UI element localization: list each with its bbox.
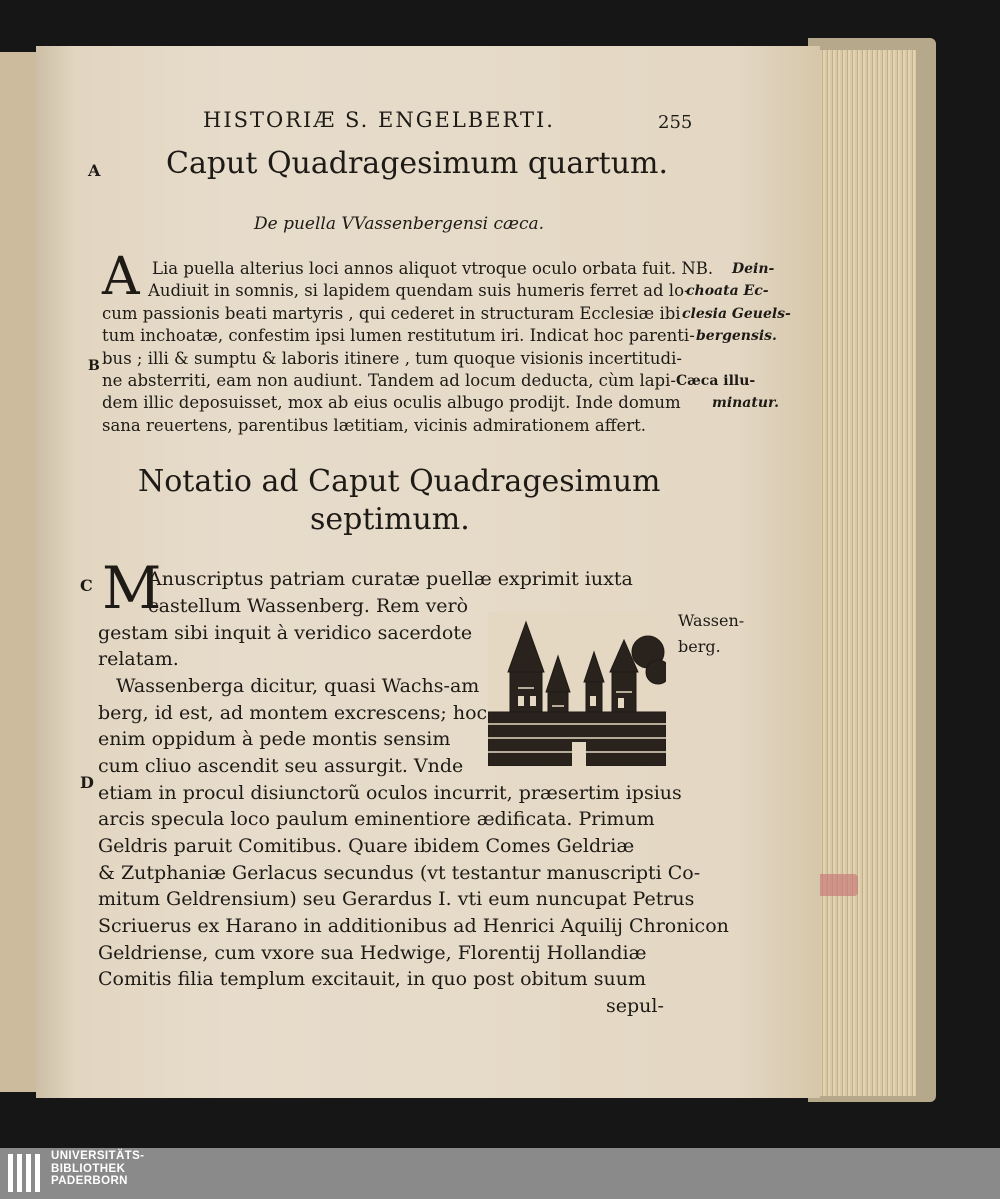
notatio-line: Geldriense, cum vxore sua Hedwige, Florentij Hollandiæ xyxy=(98,942,647,964)
library-name-line1: UNIVERSITÄTS- xyxy=(51,1150,145,1162)
notatio-title-continued: septimum. xyxy=(310,502,470,537)
chapter-line: Audiuit in somnis, si lapidem quendam suis humeris ferret ad lo- xyxy=(148,281,690,300)
book-page xyxy=(36,46,820,1098)
library-name-line2: BIBLIOTHEK xyxy=(51,1162,126,1175)
chapter-line: cum passionis beati martyris , qui cederet in structuram Ecclesiæ ibi xyxy=(102,304,681,323)
side-note: bergensis. xyxy=(696,328,777,344)
notatio-line: berg, id est, ad montem excrescens; hoc xyxy=(98,702,488,724)
side-note: minatur. xyxy=(712,395,779,411)
margin-letter-a: A xyxy=(88,161,101,180)
wassenberg-side-note xyxy=(678,608,744,660)
chapter-subtitle: De puella VVassenbergensi cæca. xyxy=(254,214,545,234)
chapter-title: Caput Quadragesimum quartum. xyxy=(166,146,669,181)
drop-cap-a: A xyxy=(102,247,140,307)
catchword: sepul- xyxy=(606,995,664,1017)
library-footer-bar xyxy=(0,1148,1000,1199)
chapter-line: Lia puella alterius loci annos aliquot vtroque oculo orbata fuit. NB. xyxy=(152,259,714,278)
side-note: clesia Geuels- xyxy=(682,306,791,322)
left-page-edge xyxy=(0,52,38,1092)
notatio-line: Scriuerus ex Harano in additionibus ad Henrici Aquilij Chronicon xyxy=(98,915,729,937)
library-logo-text xyxy=(51,1150,144,1188)
notatio-line: relatam. xyxy=(98,648,179,670)
page-number: 255 xyxy=(658,112,693,133)
side-note-line: Wassen- xyxy=(678,611,745,630)
page-edges xyxy=(820,50,916,1096)
side-note: Dein- xyxy=(732,261,775,277)
red-stain xyxy=(814,874,858,896)
notatio-line: castellum Wassenberg. Rem verò xyxy=(148,595,469,617)
notatio-line: Geldris paruit Comitibus. Quare ibidem Comes Geldriæ xyxy=(98,835,635,857)
chapter-line: dem illic deposuisset, mox ab eius oculis albugo prodijt. Inde domum xyxy=(102,393,681,412)
margin-letter-d: D xyxy=(80,773,94,792)
notatio-line: enim oppidum à pede montis sensim xyxy=(98,728,451,750)
side-note: Cæca illu- xyxy=(676,373,756,389)
chapter-line: tum inchoatæ, confestim ipsi lumen restitutum iri. Indicat hoc parenti- xyxy=(102,326,695,345)
side-note: choata Ec- xyxy=(686,283,769,299)
side-note-line: berg. xyxy=(678,637,721,656)
notatio-line: & Zutphaniæ Gerlacus secundus (vt testantur manuscripti Co- xyxy=(98,862,701,884)
castle-woodcut-illustration xyxy=(488,612,666,766)
running-head: HISTORIÆ S. ENGELBERTI. xyxy=(203,108,555,132)
library-name-line3: PADERBORN xyxy=(51,1175,128,1188)
chapter-line: bus ; illi & sumptu & laboris itinere , tum quoque visionis incertitudi- xyxy=(102,349,682,368)
margin-letter-b: B xyxy=(88,358,100,374)
notatio-line: Comitis filia templum excitauit, in quo post obitum suum xyxy=(98,968,646,990)
margin-letter-c: C xyxy=(80,576,93,595)
notatio-line: cum cliuo ascendit seu assurgit. Vnde xyxy=(98,755,464,777)
library-logo-icon xyxy=(6,1152,46,1194)
notatio-line: mitum Geldrensium) seu Gerardus I. vti eum nuncupat Petrus xyxy=(98,888,695,910)
chapter-line: sana reuertens, parentibus lætitiam, vicinis admirationem affert. xyxy=(102,416,646,435)
notatio-title: Notatio ad Caput Quadragesimum xyxy=(138,464,661,499)
notatio-line: gestam sibi inquit à veridico sacerdote xyxy=(98,622,473,644)
notatio-line: etiam in procul disiunctorũ oculos incurrit, præsertim ipsius xyxy=(98,782,682,804)
notatio-line: arcis specula loco paulum eminentiore ædificata. Primum xyxy=(98,808,655,830)
chapter-line: ne absterriti, eam non audiunt. Tandem ad locum deducta, cùm lapi- xyxy=(102,371,676,390)
notatio-line: Anuscriptus patriam curatæ puellæ exprimit iuxta xyxy=(148,568,633,590)
drop-cap-m: M xyxy=(102,554,162,622)
notatio-line: Wassenberga dicitur, quasi Wachs-am xyxy=(116,675,480,697)
